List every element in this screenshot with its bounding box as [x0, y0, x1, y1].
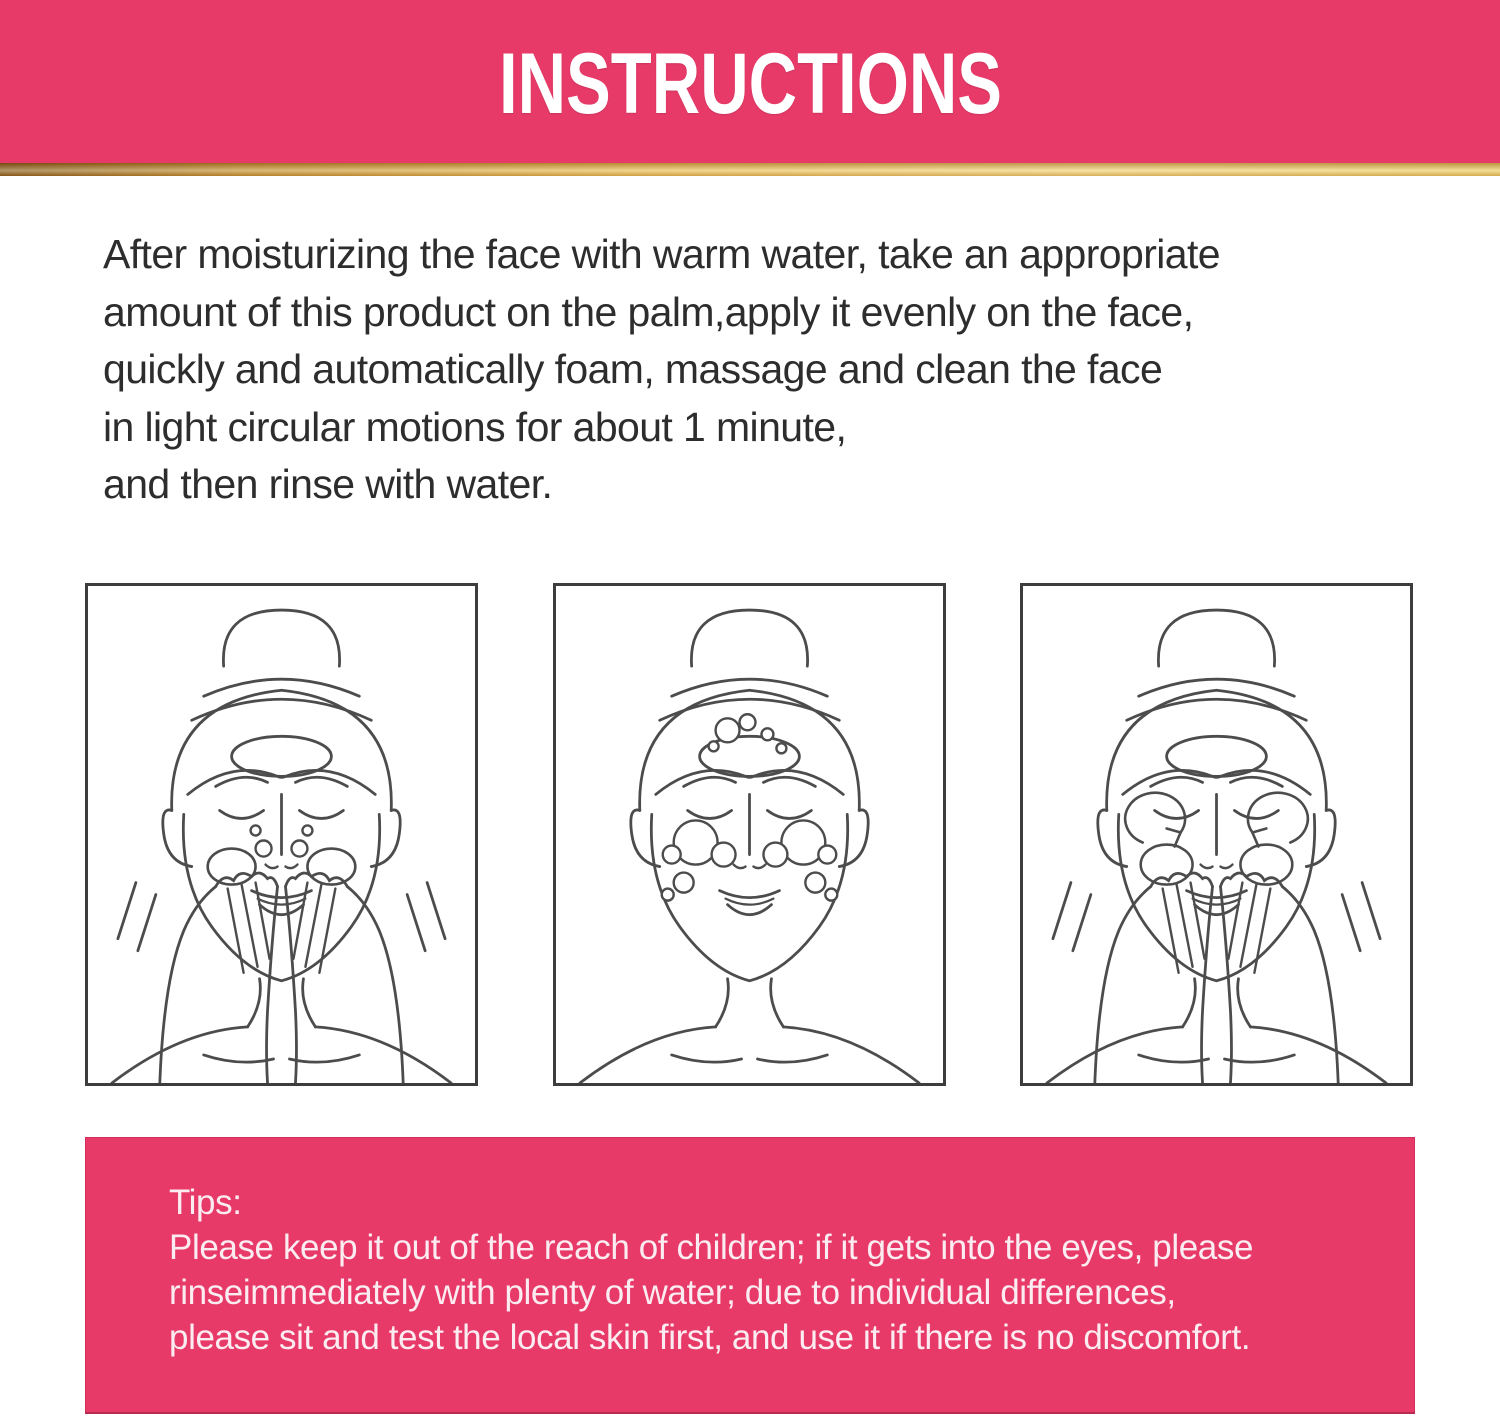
illustration-panel-apply [85, 583, 478, 1086]
foam-bubbles-on-face-icon [556, 586, 943, 1083]
tips-line: Please keep it out of the reach of children; if it gets into the eyes, please [169, 1228, 1254, 1267]
illustration-panel-foam [553, 583, 946, 1086]
instructions-line: amount of this product on the palm,apply it evenly on the face, [103, 288, 1194, 335]
tips-line: please sit and test the local skin first, and use it if there is no discomfort. [169, 1318, 1251, 1357]
instructions-line: and then rinse with water. [103, 461, 553, 507]
tips-text [169, 1180, 1394, 1360]
instructions-line: in light circular motions for about 1 minute, [103, 403, 847, 450]
circular-motion-massage-icon [1023, 586, 1410, 1083]
tips-box [85, 1137, 1415, 1414]
massage-hands-on-cheeks-icon [88, 586, 475, 1083]
instructions-line: After moisturizing the face with warm water, take an appropriate [103, 231, 1220, 277]
instructions-paragraph [103, 226, 1443, 514]
page-title: INSTRUCTIONS [498, 36, 1002, 132]
tips-line: rinseimmediately with plenty of water; due to individual differences, [169, 1273, 1176, 1312]
illustration-panel-circular-motion [1020, 583, 1413, 1086]
instructions-line: quickly and automatically foam, massage and clean the face [103, 346, 1163, 392]
gold-divider [0, 163, 1500, 176]
header-banner [0, 0, 1500, 163]
tips-heading: Tips: [169, 1183, 242, 1222]
